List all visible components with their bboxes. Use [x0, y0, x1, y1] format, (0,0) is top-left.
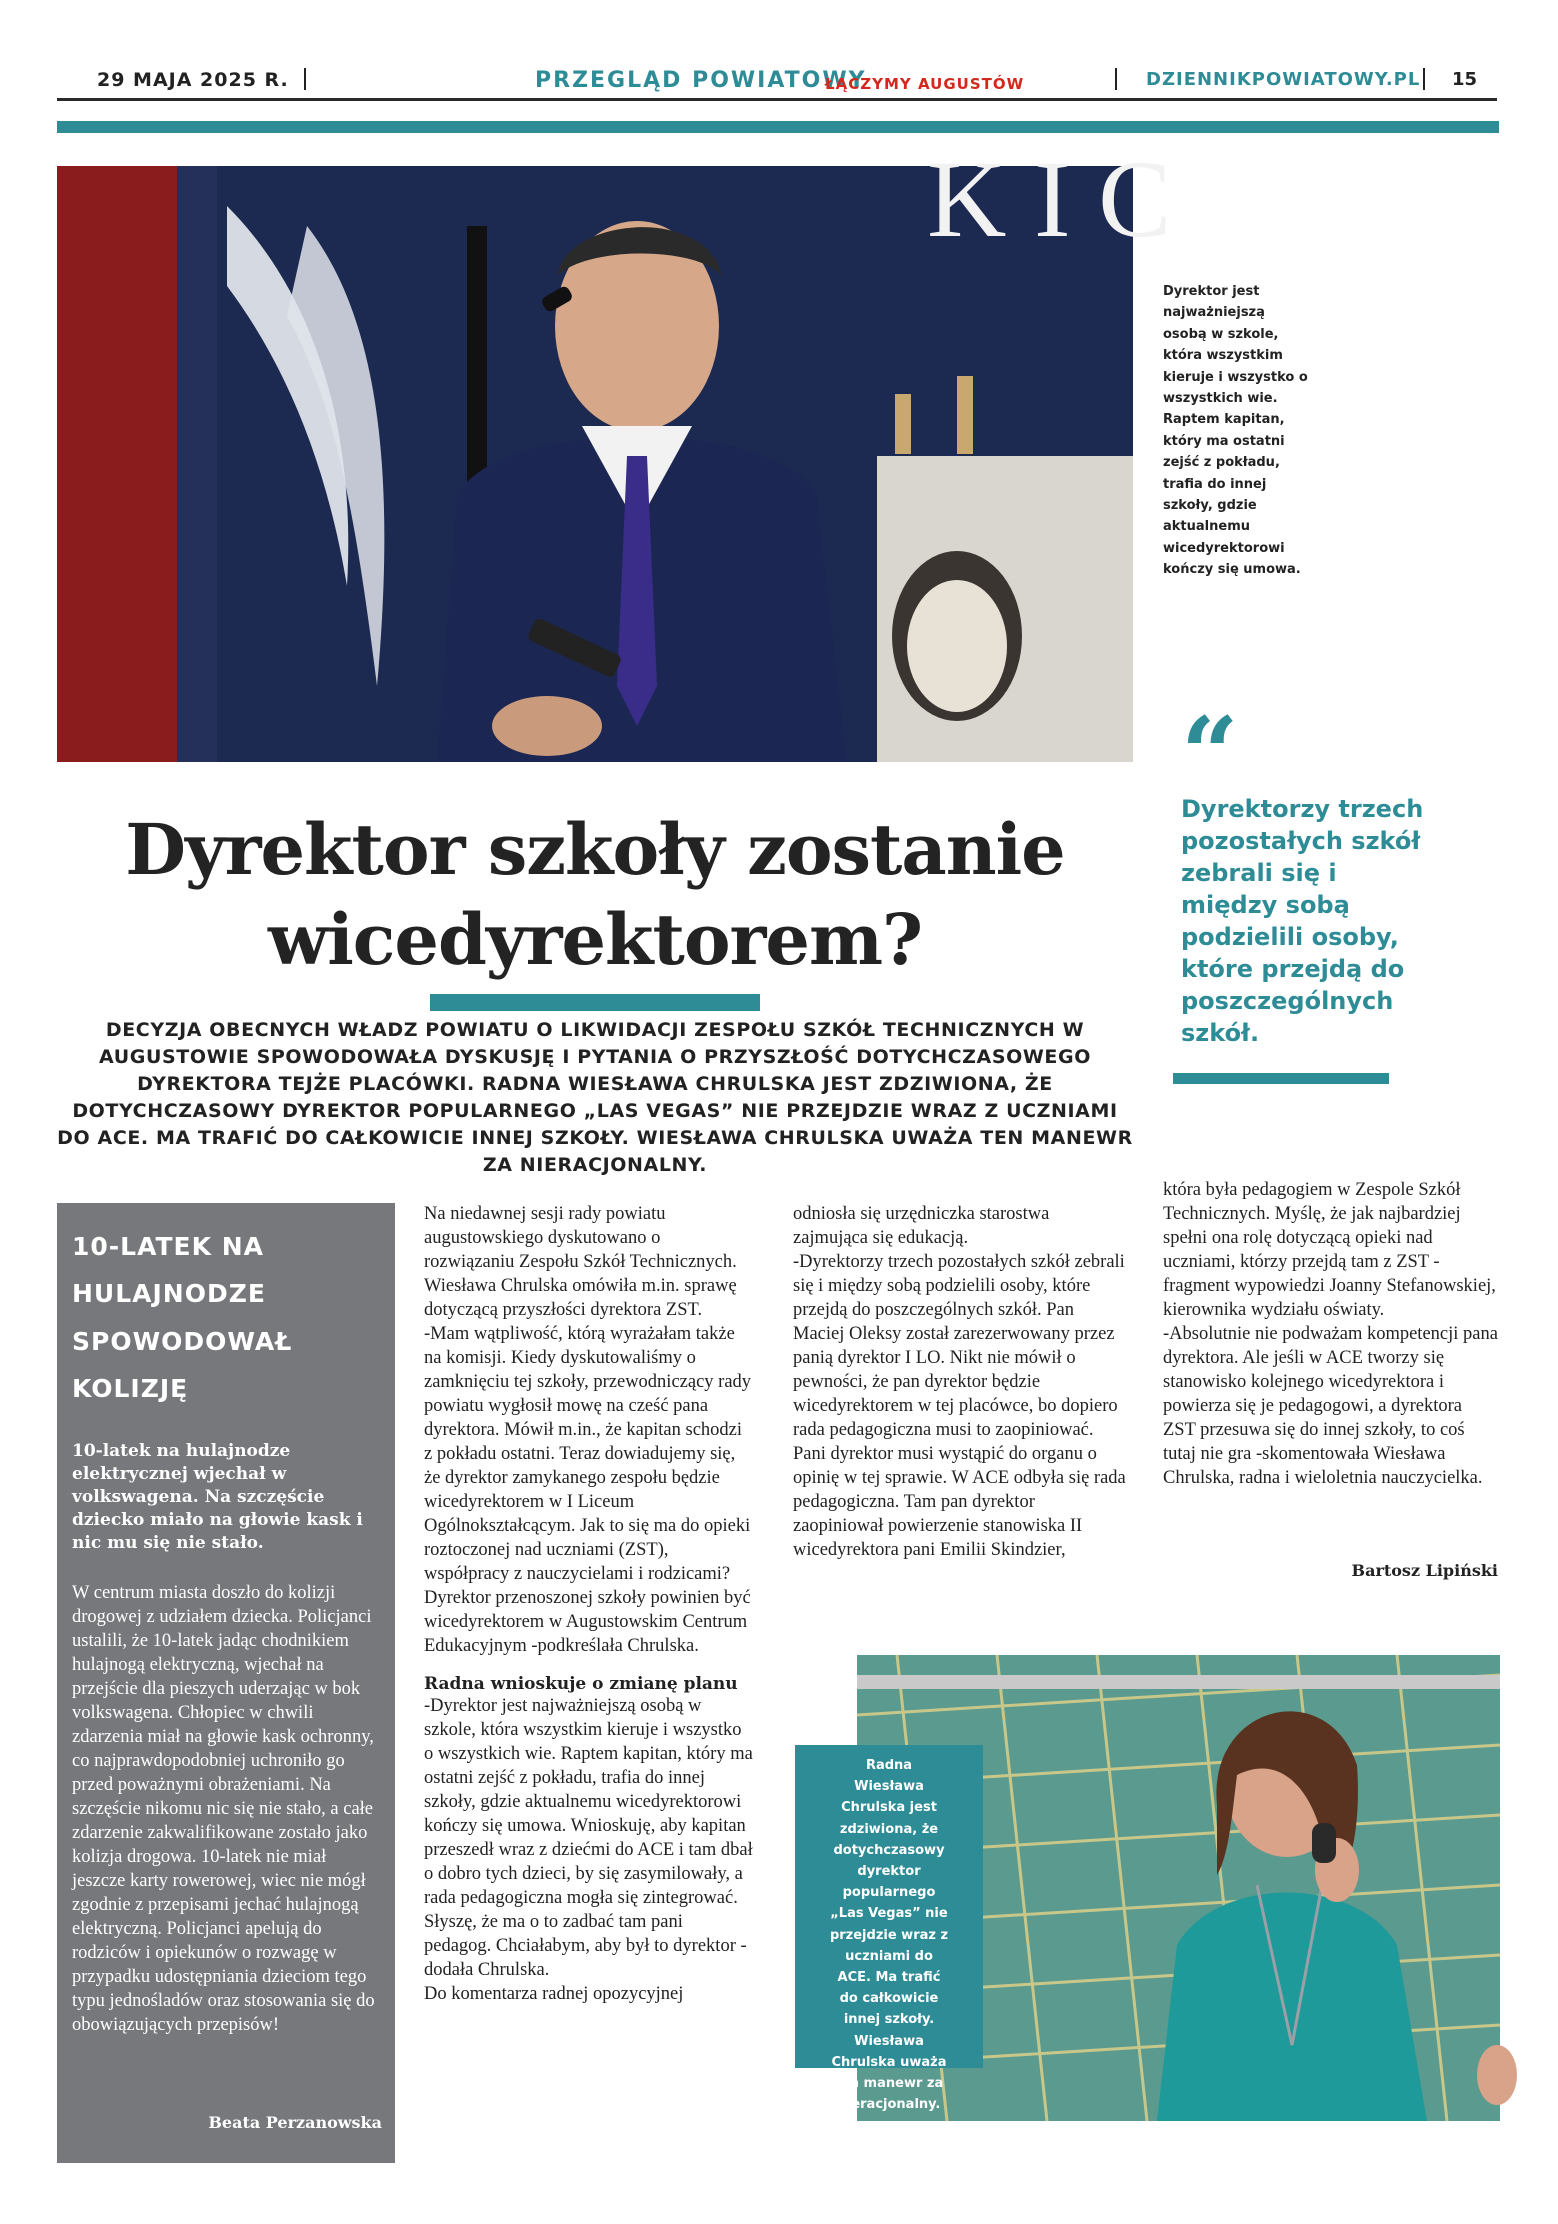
headline-accent-bar	[430, 994, 760, 1011]
masthead-slogan: ŁĄCZYMY AUGUSTÓW	[825, 75, 1025, 93]
photo-caption: Dyrektor jest najważniejszą osobą w szkole, która wszystkim kieruje i wszystko o wszystkich wie. Raptem kapitan, który ma ostatni zejść z pokładu, trafia do innej szkoły, gdzie aktualnemu wicedyrektorowi kończy się umowa.	[1163, 284, 1308, 578]
photo-caption-box	[795, 1745, 983, 2113]
paragraph: Do komentarza radnej opozycyjnej	[424, 1984, 684, 2004]
sidebar-body: W centrum miasta doszło do kolizji drogowej z udziałem dziecka. Policjanci ustalili, że 10-latek jadąc chodnikiem hulajnogą elektryczną, wjechał na przejście dla pieszych uderzając w bok volkswagena. Chłopiec w chwili zdarzenia miał na głowie kask ochronny, co najprawdopodobniej uchroniło go przed poważnymi obrażeniami. Na szczęście nikomu nic się nie stało, a całe zdarzenie zakwalifikowane zostało jako kolizja drogowa. 10-latek nie miał jeszcze karty rowerowej, wiec nie mógł zgodnie z przepisami jechać hulajnogą elektryczną. Policjanci apelują do rodziców i opiekunów o rozwagę w przypadku udostępniania dzieciom tego typu jednośladów oraz stosowania się do obowiązujących przepisów!	[72, 1583, 375, 2035]
article-column-1	[424, 1202, 754, 2006]
main-photo-speaker	[57, 138, 1172, 762]
page-header	[57, 64, 1497, 101]
sidebar-author: Beata Perzanowska	[208, 2113, 382, 2132]
headline-line: wicedyrektorem?	[267, 898, 923, 981]
svg-text:K I C: K I C	[927, 138, 1172, 260]
article-column-2	[793, 1202, 1128, 1562]
header-accent-bar	[57, 121, 1499, 133]
news-sidebar-box	[57, 1203, 395, 2163]
paragraph: która była pedagogiem w Zespole Szkół Technicznych. Myślę, że jak najbardziej spełni ona rolę dotyczącą opieki nad uczniami, którzy przejdą tam z ZST -fragment wypowiedzi Joanny Stefanowskiej, kierownika wydziału oświaty.	[1163, 1180, 1496, 1320]
paragraph: -Mam wątpliwość, którą wyrażałam także na komisji. Kiedy dyskutowaliśmy o zamknięciu tej szkoły, przewodniczący rady powiatu wygłosił mowę na cześć pana dyrektora. Mówił m.in., że kapitan schodzi z pokładu ostatni. Teraz dowiadujemy się, że dyrektor zamykanego zespołu będzie wicedyrektorem w I Liceum Ogólnokształcącym. Jak to się ma do opieki roztoczonej nad uczniami (ZST), współpracy z nauczycielami i rodzicami? Dyrektor przenoszonej szkoły powinien być wicedyrektorem w Augustowskim Centrum Edukacyjnym -podkreślała Chrulska.	[424, 1324, 752, 1656]
paragraph: odniosła się urzędniczka starostwa zajmująca się edukacją.	[793, 1204, 1050, 1248]
header-divider	[1115, 68, 1117, 90]
sidebar-title: 10-LATEK NA HULAJNODZE SPOWODOWAŁ KOLIZJĘ	[72, 1232, 293, 1403]
masthead: PRZEGLĄD POWIATOWY	[535, 68, 867, 93]
issue-date: 29 MAJA 2025 R.	[97, 69, 289, 91]
article-headline	[57, 805, 1133, 985]
headline-line: Dyrektor szkoły zostanie	[125, 808, 1065, 891]
article-lead: DECYZJA OBECNYCH WŁADZ POWIATU O LIKWIDACJI ZESPOŁU SZKÓŁ TECHNICZNYCH W AUGUSTOWIE SPOWODOWAŁA DYSKUSJĘ I PYTANIA O PRZYSZŁOŚĆ DOTYCHCZASOWEGO DYREKTORA TEJŻE PLACÓWKI. RADNA WIESŁAWA CHRULSKA JEST ZDZIWIONA, ŻE DOTYCHCZASOWY DYREKTOR POPULARNEGO „LAS VEGAS” NIE PRZEJDZIE WRAZ Z UCZNIAMI DO ACE. MA TRAFIĆ DO CAŁKOWICIE INNEJ SZKOŁY. WIESŁAWA CHRULSKA UWAŻA TEN MANEWR ZA NIERACJONALNY.	[57, 1019, 1133, 1176]
website-link[interactable]: DZIENNIKPOWIATOWY.PL	[1146, 69, 1421, 90]
header-divider	[304, 68, 306, 90]
quote-mark-icon: “	[1181, 695, 1239, 813]
paragraph: Na niedawnej sesji rady powiatu augustowskiego dyskutowano o rozwiązaniu Zespołu Szkół Technicznych. Wiesława Chrulska omówiła m.in. sprawę dotyczącą przyszłości dyrektora ZST.	[424, 1204, 737, 1320]
page-number: 15	[1452, 69, 1478, 90]
header-divider	[1423, 68, 1425, 90]
article-author: Bartosz Lipiński	[1351, 1561, 1498, 1580]
paragraph: -Dyrektor jest najważniejszą osobą w szkole, która wszystkim kieruje i wszystko o wszystkich wie. Raptem kapitan, który ma ostatni zejść z pokładu, trafia do innej szkoły, gdzie aktualnemu wicedyrektorowi kończy się umowa. Wnioskuję, aby kapitan przeszedł wraz z dziećmi do ACE i tam dbał o dobro tych dzieci, by się zasymilowały, a rada pedagogiczna mogła się zintegrować. Słyszę, że ma o to zadbać tam pani pedagog. Chciałabym, aby był to dyrektor - dodała Chrulska.	[424, 1696, 753, 1980]
paragraph: -Absolutnie nie podważam kompetencji pana dyrektora. Ale jeśli w ACE tworzy się stanowisko kolejnego wicedyrektora i powierza się je pedagogowi, a dyrektora ZST przesuwa się do innej szkoły, to coś tutaj nie gra -skomentowała Wiesława Chrulska, radna i wieloletnia nauczycielka.	[1163, 1324, 1498, 1488]
pull-quote: Dyrektorzy trzech pozostałych szkół zebrali się i między sobą podzielili osoby, które przejdą do poszczególnych szkół.	[1181, 795, 1424, 1047]
paragraph: -Dyrektorzy trzech pozostałych szkół zebrali się i między sobą podzielili osoby, które przejdą do poszczególnych szkół. Pan Maciej Oleksy został zarezerwowany przez panią dyrektor I LO. Nikt nie mówił o pewności, że pan dyrektor będzie wicedyrektorem w tej placówce, bo dopiero rada pedagogiczna musi to zaopiniować. Pani dyrektor musi wystąpić do organu o opinię w tej sprawie. W ACE odbyła się rada pedagogiczna. Tam pan dyrektor zaopiniował powierzenie stanowiska II wicedyrektora pani Emilii Skindzier,	[793, 1252, 1126, 1560]
photo-caption: Radna Wiesława Chrulska jest zdziwiona, że dotychczasowy dyrektor popularnego „Las Vegas” nie przejdzie wraz z uczniami do ACE. Ma trafić do całkowicie innej szkoły. Wiesława Chrulska uważa ten manewr za nieracjonalny.	[829, 1758, 949, 2113]
article-subheading: Radna wnioskuje o zmianę planu	[424, 1674, 738, 1694]
sidebar-lead: 10-latek na hulajnodze elektrycznej wjechał w volkswagena. Na szczęście dziecko miało na głowie kask i nic mu się nie stało.	[72, 1441, 363, 1553]
pull-quote-bar	[1173, 1073, 1389, 1084]
article-column-3	[1163, 1178, 1498, 1490]
